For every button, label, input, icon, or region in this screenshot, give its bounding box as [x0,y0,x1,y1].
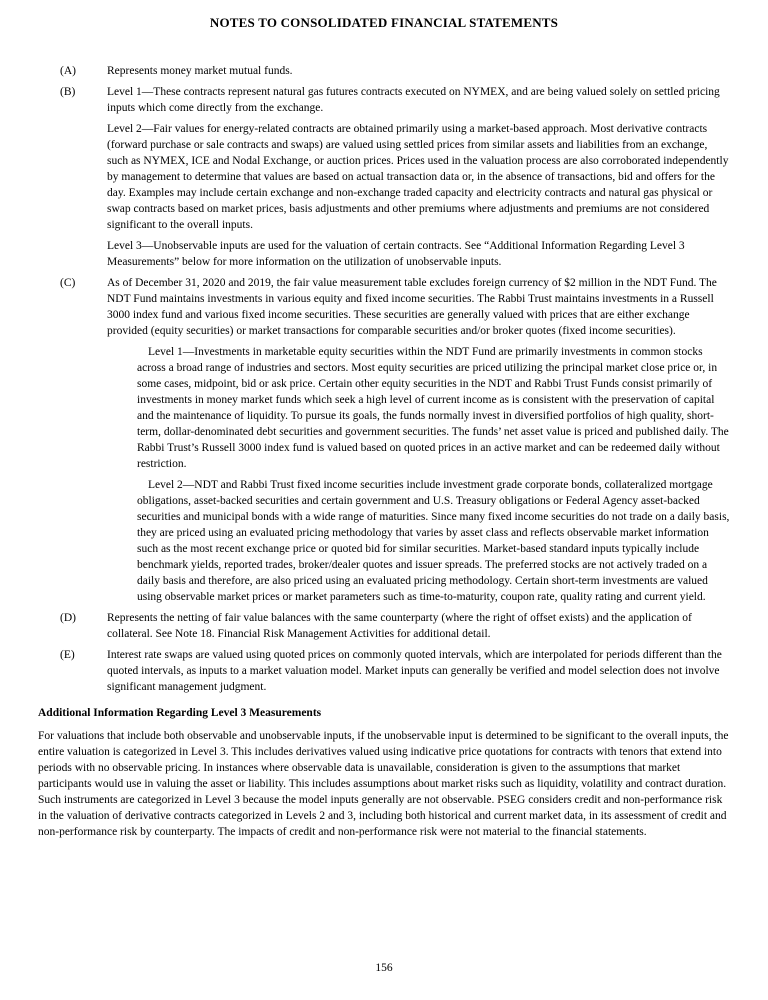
note-item-body [107,84,730,270]
note-item [38,84,730,270]
note-paragraph: Interest rate swaps are valued using quoted prices on commonly quoted intervals, which are interpolated for periods different than the quoted intervals, as inputs to a market valuation model. Market inputs can generally be verified and model selection does not involve significant management judgment. [107,649,722,693]
notes-list [38,63,730,695]
note-item [38,63,730,79]
note-item-label: (C) [60,277,76,289]
note-paragraph: Level 3—Unobservable inputs are used for the valuation of certain contracts. See “Additional Information Regarding Level 3 Measurements” below for more information on the utilization of unobservable inputs. [107,240,685,268]
note-item-label: (A) [60,65,76,77]
note-item-body [107,610,730,642]
note-paragraph: Level 1—These contracts represent natural gas futures contracts executed on NYMEX, and are being valued solely on settled pricing inputs which come directly from the exchange. [107,86,720,114]
note-paragraph: As of December 31, 2020 and 2019, the fair value measurement table excludes foreign currency of $2 million in the NDT Fund. The NDT Fund maintains investments in various equity and fixed income securities. The Rabbi Trust maintains investments in a Russell 3000 index fund and various fixed income securities. These securities are generally valued with prices that are either exchange provided (equity securities) or market transactions for comparable securities and/or broker quotes (fixed income securities). [107,277,717,337]
note-sub-paragraph: Level 2—NDT and Rabbi Trust fixed income securities include investment grade corporate bonds, collateralized mortgage obligations, asset-backed securities and certain government and U.S. Treasury obligations or Federal Agency asset-backed securities and municipal bonds with a wide range of maturities. Since many fixed income securities do not trade on a daily basis, they are priced using an evaluated pricing methodology that varies by asset class and reflects observable market information such as the most recent exchange price or quoted bid for similar securities. Market-based standard inputs typically include benchmark yields, reported trades, broker/dealer quotes and issuer spreads. The preferred stocks are not actively traded on a daily basis and therefore, are also priced using an evaluated pricing methodology. Certain short-term investments are valued using observable market prices or market parameters such as time-to-maturity, coupon rate, quality rating and current yield. [137,479,730,603]
note-item [38,610,730,642]
note-item-label: (E) [60,649,75,661]
section-heading: Additional Information Regarding Level 3 Measurements [38,707,322,719]
note-sub-paragraph: Level 1—Investments in marketable equity securities within the NDT Fund are primarily investments in common stocks across a broad range of industries and sectors. Most equity securities are priced utilizing the principal market close price or, in some cases, midpoint, bid or ask price. Certain other equity securities in the NDT and Rabbi Trust Funds consist primarily of investments in money market funds which seek a high level of current income as is consistent with the preservation of capital and the maintenance of liquidity. To pursue its goals, the funds normally invest in diversified portfolios of high quality, short-term, dollar-denominated debt securities and government securities. The funds’ net asset value is priced and published daily. The Rabbi Trust’s Russell 3000 index fund is valued based on quoted prices in an active market and can be redeemed daily without restriction. [137,346,729,470]
note-paragraph: Level 2—Fair values for energy-related contracts are obtained primarily using a market-based approach. Most derivative contracts (forward purchase or sale contracts and swaps) are valued using settled prices from similar assets and liabilities from an exchange, such as NYMEX, ICE and Nodal Exchange, or auction prices. Prices used in the valuation process are also corroborated independently by management to determine that values are based on actual transaction data or, in the absence of transactions, bid and offers for the day. Examples may include certain exchange and non-exchange traded capacity and electricity contracts and natural gas physical or swap contracts based on market prices, basis adjustments and other premiums where adjustments and premiums are not considered significant to the overall inputs. [107,123,729,231]
page-number: 156 [375,962,393,974]
note-item-label: (D) [60,612,76,624]
note-item-body [107,647,730,695]
note-item [38,647,730,695]
note-item [38,275,730,605]
page-title: NOTES TO CONSOLIDATED FINANCIAL STATEMENTS [209,15,559,30]
section-paragraph: For valuations that include both observable and unobservable inputs, if the unobservable input is determined to be significant to the overall inputs, the entire valuation is categorized in Level 3. This includes derivatives valued using indicative price quotations for contracts with tenors that extend into periods with no observable pricing. In instances where observable data is unavailable, consideration is given to the assumptions that market participants would use in valuing the asset or liability. This includes assumptions about market risks such as liquidity, volatility and contract duration. Such instruments are categorized in Level 3 because the model inputs generally are not observable. PSEG considers credit and non-performance risk in the valuation of derivative contracts categorized in Levels 2 and 3, including both historical and current market data, in its assessment of credit and non-performance risk by counterparty. The impacts of credit and non-performance risk were not material to the financial statements. [38,730,729,838]
note-item-body [107,275,730,605]
note-paragraph: Represents money market mutual funds. [107,65,293,77]
note-paragraph: Represents the netting of fair value balances with the same counterparty (where the right of offset exists) and the application of collateral. See Note 18. Financial Risk Management Activities for additional detail. [107,612,692,640]
note-item-body [107,63,730,79]
note-item-label: (B) [60,86,76,98]
